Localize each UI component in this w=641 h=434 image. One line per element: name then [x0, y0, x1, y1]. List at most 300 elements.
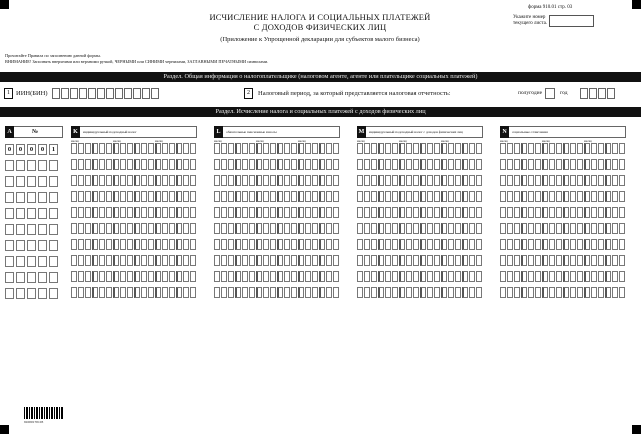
- row-number-cell[interactable]: [38, 256, 47, 267]
- amount-cell[interactable]: [127, 287, 133, 298]
- amount-cell[interactable]: [319, 255, 325, 266]
- amount-cell[interactable]: [385, 271, 391, 282]
- amount-cell[interactable]: [462, 143, 468, 154]
- amount-cell[interactable]: [305, 239, 311, 250]
- amount-cell[interactable]: [514, 143, 520, 154]
- amount-cell[interactable]: [570, 175, 576, 186]
- amount-cell[interactable]: [256, 255, 262, 266]
- amount-cell[interactable]: [549, 143, 555, 154]
- row-number-cell[interactable]: [38, 208, 47, 219]
- amount-cell[interactable]: [385, 207, 391, 218]
- amount-cell[interactable]: [99, 223, 105, 234]
- amount-cell[interactable]: [577, 191, 583, 202]
- amount-cell[interactable]: [378, 207, 384, 218]
- amount-cell[interactable]: [71, 287, 77, 298]
- amount-cell[interactable]: [420, 143, 426, 154]
- amount-cell[interactable]: [256, 207, 262, 218]
- amount-cell[interactable]: [312, 159, 318, 170]
- amount-cell[interactable]: [371, 143, 377, 154]
- amount-cell[interactable]: [399, 271, 405, 282]
- amount-cell[interactable]: [364, 175, 370, 186]
- amount-cell[interactable]: [434, 223, 440, 234]
- row-number-cell[interactable]: [27, 208, 36, 219]
- amount-cell[interactable]: [462, 191, 468, 202]
- amount-cell[interactable]: [183, 175, 189, 186]
- amount-cell[interactable]: [521, 255, 527, 266]
- amount-cell[interactable]: [270, 207, 276, 218]
- amount-cell[interactable]: [605, 143, 611, 154]
- amount-cell[interactable]: [291, 223, 297, 234]
- amount-cell[interactable]: [312, 191, 318, 202]
- amount-cell[interactable]: [312, 207, 318, 218]
- amount-cell[interactable]: [542, 175, 548, 186]
- amount-cell[interactable]: [176, 239, 182, 250]
- amount-cell[interactable]: [78, 287, 84, 298]
- amount-cell[interactable]: [563, 271, 569, 282]
- amount-cell[interactable]: [120, 271, 126, 282]
- amount-cell[interactable]: [371, 207, 377, 218]
- amount-cell[interactable]: [542, 223, 548, 234]
- amount-cell[interactable]: [333, 159, 339, 170]
- row-number-cell[interactable]: [38, 224, 47, 235]
- amount-cell[interactable]: [448, 223, 454, 234]
- page-number-field[interactable]: [549, 15, 594, 27]
- amount-cell[interactable]: [291, 239, 297, 250]
- amount-cell[interactable]: [312, 271, 318, 282]
- amount-cell[interactable]: [570, 239, 576, 250]
- amount-cell[interactable]: [134, 159, 140, 170]
- amount-cell[interactable]: [113, 143, 119, 154]
- amount-cell[interactable]: [333, 191, 339, 202]
- amount-cell[interactable]: [612, 143, 618, 154]
- amount-cell[interactable]: [134, 143, 140, 154]
- amount-cell[interactable]: [176, 223, 182, 234]
- amount-cell[interactable]: [169, 159, 175, 170]
- amount-cell[interactable]: [291, 255, 297, 266]
- amount-cell[interactable]: [92, 255, 98, 266]
- amount-cell[interactable]: [514, 191, 520, 202]
- amount-cell[interactable]: [270, 191, 276, 202]
- amount-cell[interactable]: [507, 223, 513, 234]
- amount-cell[interactable]: [183, 191, 189, 202]
- amount-cell[interactable]: [127, 207, 133, 218]
- amount-cell[interactable]: [113, 255, 119, 266]
- amount-cell[interactable]: [148, 143, 154, 154]
- amount-cell[interactable]: [378, 287, 384, 298]
- amount-cell[interactable]: [92, 223, 98, 234]
- amount-cell[interactable]: [507, 159, 513, 170]
- amount-cell[interactable]: [249, 143, 255, 154]
- row-number-cell[interactable]: [38, 192, 47, 203]
- amount-cell[interactable]: [420, 223, 426, 234]
- amount-cell[interactable]: [277, 239, 283, 250]
- amount-cell[interactable]: [235, 271, 241, 282]
- amount-cell[interactable]: [521, 239, 527, 250]
- amount-cell[interactable]: [507, 239, 513, 250]
- amount-cell[interactable]: [120, 239, 126, 250]
- amount-cell[interactable]: [371, 287, 377, 298]
- amount-cell[interactable]: [476, 271, 482, 282]
- amount-cell[interactable]: [469, 175, 475, 186]
- amount-cell[interactable]: [277, 287, 283, 298]
- amount-cell[interactable]: [169, 287, 175, 298]
- row-number-cell[interactable]: [49, 176, 58, 187]
- amount-cell[interactable]: [148, 159, 154, 170]
- amount-cell[interactable]: [333, 287, 339, 298]
- amount-cell[interactable]: [563, 143, 569, 154]
- amount-cell[interactable]: [357, 287, 363, 298]
- amount-cell[interactable]: [514, 175, 520, 186]
- row-number-cell[interactable]: [5, 160, 14, 171]
- amount-cell[interactable]: [598, 255, 604, 266]
- row-number-cell[interactable]: [38, 176, 47, 187]
- amount-cell[interactable]: [591, 239, 597, 250]
- amount-cell[interactable]: [392, 239, 398, 250]
- amount-cell[interactable]: [277, 191, 283, 202]
- amount-cell[interactable]: [256, 287, 262, 298]
- row-number-cell[interactable]: [16, 256, 25, 267]
- amount-cell[interactable]: [127, 271, 133, 282]
- amount-cell[interactable]: [263, 143, 269, 154]
- amount-cell[interactable]: [71, 207, 77, 218]
- amount-cell[interactable]: [500, 207, 506, 218]
- amount-cell[interactable]: [535, 255, 541, 266]
- amount-cell[interactable]: [448, 271, 454, 282]
- year-cell[interactable]: [598, 88, 606, 99]
- amount-cell[interactable]: [242, 239, 248, 250]
- amount-cell[interactable]: [333, 271, 339, 282]
- amount-cell[interactable]: [162, 287, 168, 298]
- amount-cell[interactable]: [563, 175, 569, 186]
- amount-cell[interactable]: [270, 159, 276, 170]
- amount-cell[interactable]: [263, 271, 269, 282]
- amount-cell[interactable]: [357, 159, 363, 170]
- amount-cell[interactable]: [427, 271, 433, 282]
- amount-cell[interactable]: [214, 191, 220, 202]
- amount-cell[interactable]: [134, 255, 140, 266]
- amount-cell[interactable]: [549, 175, 555, 186]
- amount-cell[interactable]: [270, 239, 276, 250]
- amount-cell[interactable]: [270, 271, 276, 282]
- row-number-cell[interactable]: [5, 272, 14, 283]
- amount-cell[interactable]: [155, 175, 161, 186]
- amount-cell[interactable]: [155, 287, 161, 298]
- amount-cell[interactable]: [326, 191, 332, 202]
- row-number-cell[interactable]: [5, 240, 14, 251]
- amount-cell[interactable]: [570, 223, 576, 234]
- amount-cell[interactable]: [542, 255, 548, 266]
- row-number-cell[interactable]: [49, 160, 58, 171]
- amount-cell[interactable]: [441, 207, 447, 218]
- amount-cell[interactable]: [183, 159, 189, 170]
- amount-cell[interactable]: [549, 159, 555, 170]
- iin-cell[interactable]: [124, 88, 132, 99]
- amount-cell[interactable]: [120, 255, 126, 266]
- amount-cell[interactable]: [413, 223, 419, 234]
- amount-cell[interactable]: [263, 191, 269, 202]
- amount-cell[interactable]: [214, 287, 220, 298]
- amount-cell[interactable]: [92, 271, 98, 282]
- amount-cell[interactable]: [99, 239, 105, 250]
- amount-cell[interactable]: [528, 255, 534, 266]
- amount-cell[interactable]: [476, 207, 482, 218]
- amount-cell[interactable]: [448, 207, 454, 218]
- year-cell[interactable]: [580, 88, 588, 99]
- amount-cell[interactable]: [169, 223, 175, 234]
- amount-cell[interactable]: [284, 207, 290, 218]
- amount-cell[interactable]: [528, 239, 534, 250]
- row-number-cell[interactable]: [27, 240, 36, 251]
- amount-cell[interactable]: [333, 143, 339, 154]
- amount-cell[interactable]: [413, 175, 419, 186]
- amount-cell[interactable]: [141, 175, 147, 186]
- amount-cell[interactable]: [113, 287, 119, 298]
- row-number-cell[interactable]: [5, 224, 14, 235]
- amount-cell[interactable]: [528, 191, 534, 202]
- amount-cell[interactable]: [99, 255, 105, 266]
- amount-cell[interactable]: [78, 175, 84, 186]
- amount-cell[interactable]: [542, 287, 548, 298]
- amount-cell[interactable]: [162, 239, 168, 250]
- amount-cell[interactable]: [228, 159, 234, 170]
- amount-cell[interactable]: [507, 143, 513, 154]
- amount-cell[interactable]: [563, 191, 569, 202]
- amount-cell[interactable]: [113, 159, 119, 170]
- amount-cell[interactable]: [570, 159, 576, 170]
- amount-cell[interactable]: [176, 159, 182, 170]
- amount-cell[interactable]: [612, 255, 618, 266]
- row-number-cell[interactable]: [49, 240, 58, 251]
- amount-cell[interactable]: [298, 207, 304, 218]
- amount-cell[interactable]: [434, 143, 440, 154]
- row-number-cell[interactable]: [16, 176, 25, 187]
- amount-cell[interactable]: [364, 143, 370, 154]
- row-number-cell[interactable]: [16, 224, 25, 235]
- amount-cell[interactable]: [441, 191, 447, 202]
- row-number-cell[interactable]: [27, 176, 36, 187]
- amount-cell[interactable]: [277, 207, 283, 218]
- amount-cell[interactable]: [528, 271, 534, 282]
- amount-cell[interactable]: [528, 207, 534, 218]
- amount-cell[interactable]: [256, 191, 262, 202]
- amount-cell[interactable]: [92, 191, 98, 202]
- amount-cell[interactable]: [563, 159, 569, 170]
- amount-cell[interactable]: [221, 223, 227, 234]
- amount-cell[interactable]: [556, 143, 562, 154]
- amount-cell[interactable]: [598, 175, 604, 186]
- amount-cell[interactable]: [85, 271, 91, 282]
- amount-cell[interactable]: [235, 191, 241, 202]
- amount-cell[interactable]: [305, 255, 311, 266]
- amount-cell[interactable]: [521, 271, 527, 282]
- amount-cell[interactable]: [549, 207, 555, 218]
- amount-cell[interactable]: [619, 239, 625, 250]
- row-number-cell[interactable]: [38, 160, 47, 171]
- amount-cell[interactable]: [535, 207, 541, 218]
- amount-cell[interactable]: [357, 271, 363, 282]
- amount-cell[interactable]: [612, 223, 618, 234]
- amount-cell[interactable]: [399, 255, 405, 266]
- amount-cell[interactable]: [277, 255, 283, 266]
- amount-cell[interactable]: [462, 175, 468, 186]
- amount-cell[interactable]: [357, 207, 363, 218]
- amount-cell[interactable]: [183, 287, 189, 298]
- amount-cell[interactable]: [364, 207, 370, 218]
- amount-cell[interactable]: [85, 207, 91, 218]
- amount-cell[interactable]: [249, 159, 255, 170]
- amount-cell[interactable]: [427, 255, 433, 266]
- amount-cell[interactable]: [584, 239, 590, 250]
- amount-cell[interactable]: [305, 287, 311, 298]
- amount-cell[interactable]: [242, 207, 248, 218]
- amount-cell[interactable]: [298, 255, 304, 266]
- row-number-cell[interactable]: 0: [5, 144, 14, 155]
- amount-cell[interactable]: [305, 223, 311, 234]
- amount-cell[interactable]: [312, 287, 318, 298]
- amount-cell[interactable]: [549, 287, 555, 298]
- amount-cell[interactable]: [214, 239, 220, 250]
- amount-cell[interactable]: [169, 207, 175, 218]
- iin-cell[interactable]: [115, 88, 123, 99]
- amount-cell[interactable]: [141, 271, 147, 282]
- amount-cell[interactable]: [535, 223, 541, 234]
- amount-cell[interactable]: [619, 287, 625, 298]
- amount-cell[interactable]: [598, 191, 604, 202]
- amount-cell[interactable]: [235, 207, 241, 218]
- amount-cell[interactable]: [221, 159, 227, 170]
- amount-cell[interactable]: [249, 191, 255, 202]
- amount-cell[interactable]: [542, 159, 548, 170]
- amount-cell[interactable]: [378, 143, 384, 154]
- amount-cell[interactable]: [176, 175, 182, 186]
- amount-cell[interactable]: [406, 223, 412, 234]
- amount-cell[interactable]: [92, 287, 98, 298]
- amount-cell[interactable]: [521, 159, 527, 170]
- amount-cell[interactable]: [305, 207, 311, 218]
- amount-cell[interactable]: [190, 175, 196, 186]
- row-number-cell[interactable]: [49, 224, 58, 235]
- amount-cell[interactable]: [134, 239, 140, 250]
- amount-cell[interactable]: [256, 159, 262, 170]
- amount-cell[interactable]: [420, 255, 426, 266]
- amount-cell[interactable]: [385, 159, 391, 170]
- amount-cell[interactable]: [619, 207, 625, 218]
- amount-cell[interactable]: [619, 191, 625, 202]
- amount-cell[interactable]: [448, 287, 454, 298]
- amount-cell[interactable]: [78, 159, 84, 170]
- amount-cell[interactable]: [605, 191, 611, 202]
- amount-cell[interactable]: [319, 143, 325, 154]
- amount-cell[interactable]: [549, 191, 555, 202]
- amount-cell[interactable]: [326, 143, 332, 154]
- row-number-cell[interactable]: [5, 176, 14, 187]
- amount-cell[interactable]: [462, 223, 468, 234]
- row-number-cell[interactable]: [38, 288, 47, 299]
- amount-cell[interactable]: [469, 143, 475, 154]
- amount-cell[interactable]: [85, 223, 91, 234]
- amount-cell[interactable]: [319, 159, 325, 170]
- amount-cell[interactable]: [113, 207, 119, 218]
- iin-cell[interactable]: [79, 88, 87, 99]
- amount-cell[interactable]: [120, 175, 126, 186]
- row-number-cell[interactable]: [16, 160, 25, 171]
- amount-cell[interactable]: [598, 239, 604, 250]
- amount-cell[interactable]: [78, 191, 84, 202]
- amount-cell[interactable]: [120, 287, 126, 298]
- amount-cell[interactable]: [176, 191, 182, 202]
- amount-cell[interactable]: [476, 143, 482, 154]
- amount-cell[interactable]: [228, 207, 234, 218]
- amount-cell[interactable]: [235, 287, 241, 298]
- amount-cell[interactable]: [406, 191, 412, 202]
- amount-cell[interactable]: [169, 255, 175, 266]
- amount-cell[interactable]: [92, 239, 98, 250]
- amount-cell[interactable]: [228, 143, 234, 154]
- iin-cell[interactable]: [61, 88, 69, 99]
- amount-cell[interactable]: [169, 271, 175, 282]
- amount-cell[interactable]: [319, 287, 325, 298]
- amount-cell[interactable]: [319, 191, 325, 202]
- amount-cell[interactable]: [148, 239, 154, 250]
- amount-cell[interactable]: [106, 207, 112, 218]
- amount-cell[interactable]: [141, 239, 147, 250]
- amount-cell[interactable]: [263, 223, 269, 234]
- amount-cell[interactable]: [591, 271, 597, 282]
- amount-cell[interactable]: [71, 143, 77, 154]
- iin-cell[interactable]: [151, 88, 159, 99]
- amount-cell[interactable]: [148, 191, 154, 202]
- amount-cell[interactable]: [305, 159, 311, 170]
- amount-cell[interactable]: [319, 271, 325, 282]
- amount-cell[interactable]: [106, 239, 112, 250]
- row-number-cell[interactable]: 1: [49, 144, 58, 155]
- amount-cell[interactable]: [249, 271, 255, 282]
- amount-cell[interactable]: [591, 143, 597, 154]
- amount-cell[interactable]: [235, 143, 241, 154]
- amount-cell[interactable]: [542, 143, 548, 154]
- row-number-cell[interactable]: [38, 240, 47, 251]
- amount-cell[interactable]: [305, 143, 311, 154]
- row-number-cell[interactable]: [5, 288, 14, 299]
- amount-cell[interactable]: [528, 159, 534, 170]
- amount-cell[interactable]: [598, 223, 604, 234]
- amount-cell[interactable]: [528, 175, 534, 186]
- amount-cell[interactable]: [357, 191, 363, 202]
- amount-cell[interactable]: [476, 191, 482, 202]
- amount-cell[interactable]: [598, 271, 604, 282]
- amount-cell[interactable]: [106, 255, 112, 266]
- amount-cell[interactable]: [364, 223, 370, 234]
- amount-cell[interactable]: [406, 239, 412, 250]
- amount-cell[interactable]: [507, 207, 513, 218]
- amount-cell[interactable]: [378, 255, 384, 266]
- half-year-field[interactable]: [545, 88, 555, 99]
- amount-cell[interactable]: [577, 239, 583, 250]
- amount-cell[interactable]: [85, 175, 91, 186]
- amount-cell[interactable]: [549, 271, 555, 282]
- amount-cell[interactable]: [612, 175, 618, 186]
- amount-cell[interactable]: [441, 287, 447, 298]
- amount-cell[interactable]: [399, 175, 405, 186]
- amount-cell[interactable]: [85, 239, 91, 250]
- amount-cell[interactable]: [500, 191, 506, 202]
- amount-cell[interactable]: [413, 271, 419, 282]
- row-number-cell[interactable]: 0: [16, 144, 25, 155]
- amount-cell[interactable]: [183, 271, 189, 282]
- amount-cell[interactable]: [385, 255, 391, 266]
- amount-cell[interactable]: [392, 255, 398, 266]
- amount-cell[interactable]: [141, 143, 147, 154]
